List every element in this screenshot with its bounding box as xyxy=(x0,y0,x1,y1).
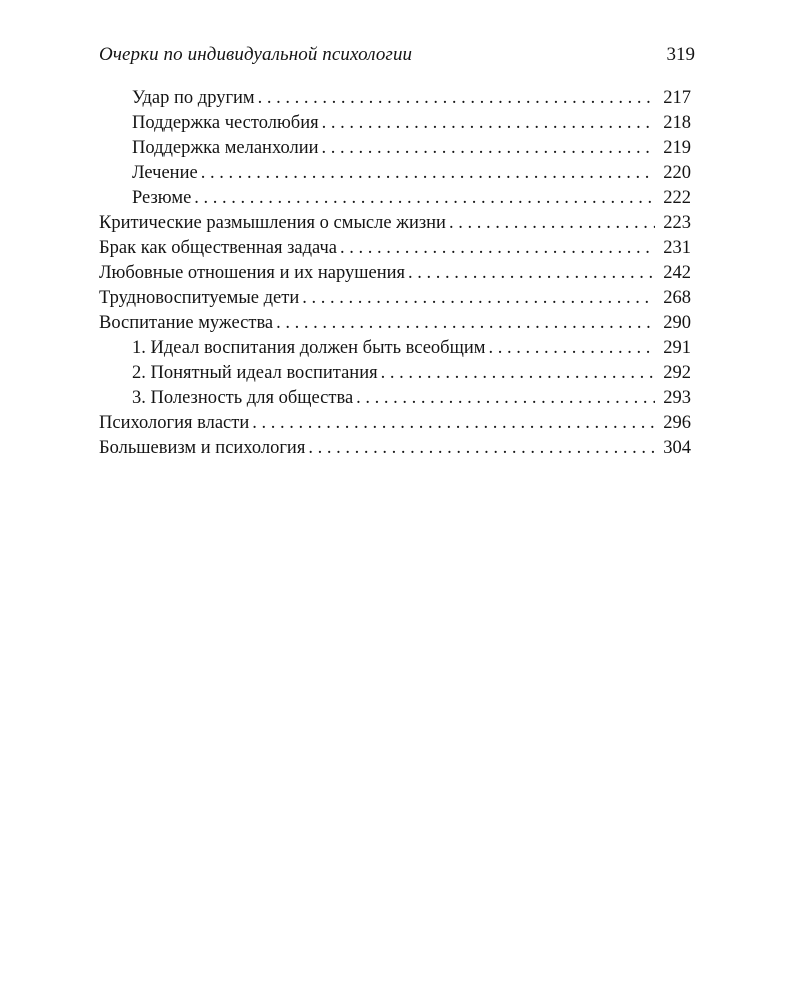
toc-entry-page: 219 xyxy=(663,138,691,158)
toc-entry-title: Поддержка честолюбия xyxy=(132,113,319,133)
toc-entry xyxy=(99,263,691,288)
toc-entry-title: 1. Идеал воспитания должен быть всеобщим xyxy=(132,338,486,358)
page-number: 319 xyxy=(666,44,695,65)
toc-entry-page: 218 xyxy=(663,113,691,133)
toc-entry xyxy=(99,213,691,238)
toc-dot-leader xyxy=(381,363,655,384)
toc-entry-title: Резюме xyxy=(132,188,192,208)
toc-entry xyxy=(99,188,691,213)
toc-entry-title: Любовные отношения и их нарушения xyxy=(99,263,405,283)
toc-dot-leader xyxy=(356,388,655,409)
running-title: Очерки по индивидуальной психологии xyxy=(99,44,413,65)
toc-entry xyxy=(99,338,691,363)
toc-dot-leader xyxy=(201,163,655,184)
table-of-contents xyxy=(99,88,691,463)
toc-dot-leader xyxy=(302,288,655,309)
toc-entry-page: 293 xyxy=(663,388,691,408)
toc-entry xyxy=(99,438,691,463)
toc-entry-page: 242 xyxy=(663,263,691,283)
toc-dot-leader xyxy=(308,438,655,459)
toc-dot-leader xyxy=(194,188,655,209)
toc-dot-leader xyxy=(322,138,655,159)
toc-entry-page: 223 xyxy=(663,213,691,233)
toc-entry-page: 222 xyxy=(663,188,691,208)
toc-dot-leader xyxy=(276,313,655,334)
toc-entry-title: Критические размышления о смысле жизни xyxy=(99,213,446,233)
toc-entry xyxy=(99,238,691,263)
toc-entry-page: 220 xyxy=(663,163,691,183)
toc-entry-page: 291 xyxy=(663,338,691,358)
toc-entry xyxy=(99,163,691,188)
toc-entry-page: 231 xyxy=(663,238,691,258)
toc-entry-page: 292 xyxy=(663,363,691,383)
toc-entry xyxy=(99,313,691,338)
toc-entry xyxy=(99,88,691,113)
toc-entry-page: 296 xyxy=(663,413,691,433)
toc-entry-title: Воспитание мужества xyxy=(99,313,274,333)
toc-entry-title: 2. Понятный идеал воспитания xyxy=(132,363,378,383)
toc-entry-page: 304 xyxy=(663,438,691,458)
running-header xyxy=(99,44,695,72)
toc-entry xyxy=(99,413,691,438)
toc-entry xyxy=(99,363,691,388)
toc-entry-title: Большевизм и психология xyxy=(99,438,306,458)
toc-entry-title: Поддержка меланхолии xyxy=(132,138,319,158)
toc-entry-title: Лечение xyxy=(132,163,198,183)
toc-dot-leader xyxy=(322,113,655,134)
toc-entry-title: Удар по другим xyxy=(132,88,255,108)
toc-dot-leader xyxy=(258,88,655,109)
toc-dot-leader xyxy=(252,413,655,434)
toc-entry xyxy=(99,288,691,313)
toc-entry xyxy=(99,388,691,413)
toc-entry-title: 3. Полезность для общества xyxy=(132,388,354,408)
toc-dot-leader xyxy=(340,238,655,259)
toc-entry xyxy=(99,113,691,138)
toc-entry xyxy=(99,138,691,163)
toc-entry-title: Брак как общественная задача xyxy=(99,238,338,258)
toc-dot-leader xyxy=(488,338,655,359)
toc-entry-page: 268 xyxy=(663,288,691,308)
toc-dot-leader xyxy=(408,263,655,284)
toc-entry-page: 290 xyxy=(663,313,691,333)
toc-entry-page: 217 xyxy=(663,88,691,108)
toc-entry-title: Психология власти xyxy=(99,413,250,433)
toc-dot-leader xyxy=(449,213,655,234)
toc-entry-title: Трудновоспитуемые дети xyxy=(99,288,300,308)
